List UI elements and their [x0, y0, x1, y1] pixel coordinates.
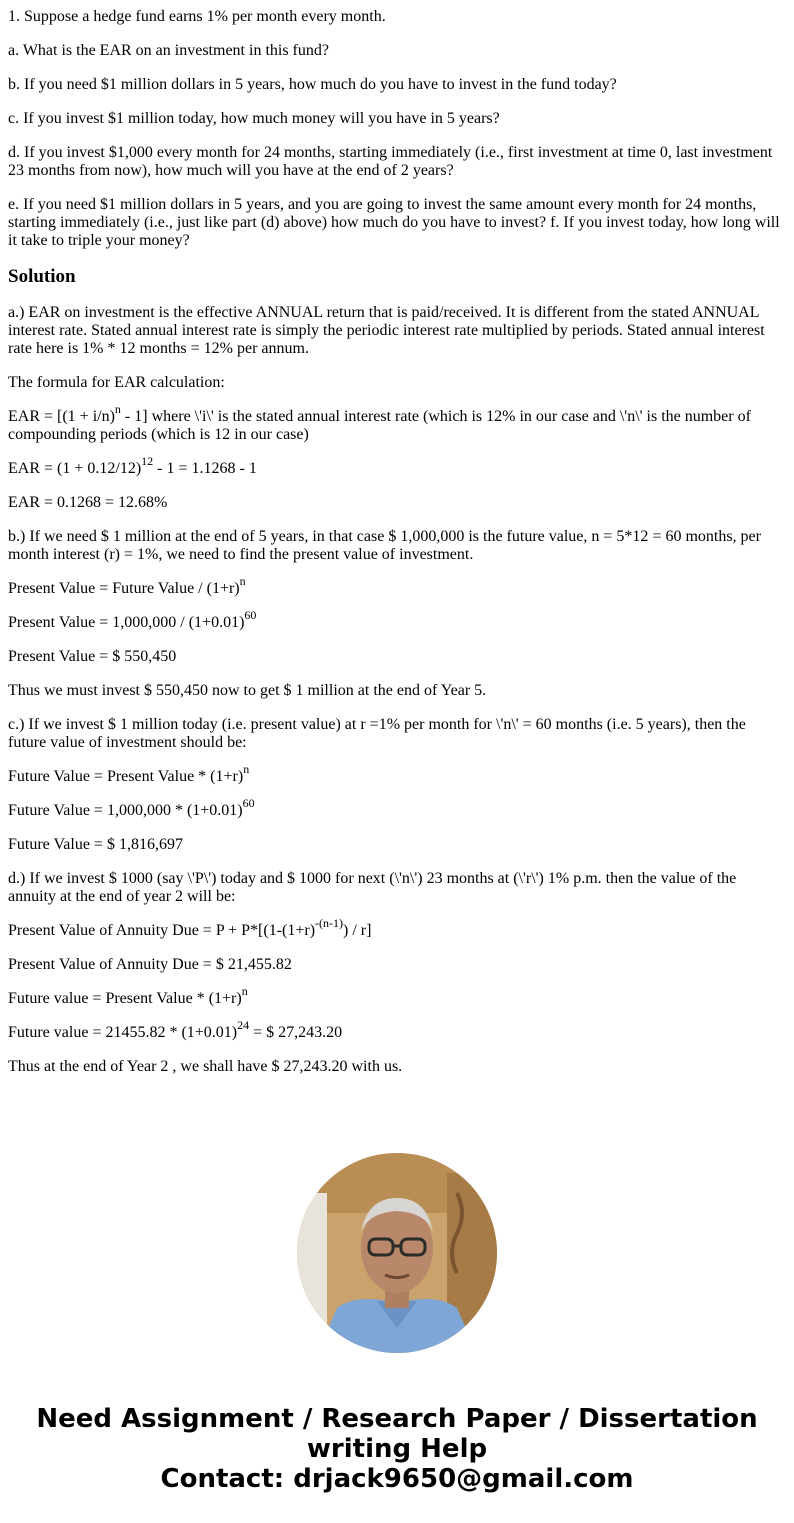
formula-intro: The formula for EAR calculation: — [8, 374, 225, 391]
solution-heading: Solution — [8, 266, 76, 287]
solution-a-text: a.) EAR on investment is the effective ANNUAL return that is paid/received. It is different from the stated ANNUAL interest rate. Stated annual interest rate is simply the periodic interest rate multiplied by periods. Stated annual interest rate here is 1% * 12 months = 12% per annum. — [8, 304, 765, 357]
d-conclusion: Thus at the end of Year 2 , we shall have $ 27,243.20 with us. — [8, 1058, 403, 1075]
question-e: e. If you need $1 million dollars in 5 years, and you are going to invest the same amount every month for 24 months, starting immediately (i.e., just like part (d) above) how much do you have to invest? f. If you invest today, how long will it take to triple your money? — [8, 196, 780, 249]
fv-formula: Future Value = Present Value * $(1+r)^n$ — [8, 761, 250, 785]
solution-c-text: c.) If we invest $ 1 million today (i.e. present value) at r =1% per month for \'n\' = 60 months (i.e. 5 years), then the future value of investment should be: — [8, 716, 746, 751]
b-conclusion: Thus we must invest $ 550,450 now to get $ 1 million at the end of Year 5. — [8, 682, 487, 699]
fv-result: Future Value = $ 1,816,697 — [8, 836, 183, 853]
ear-calc: EAR = $(1 + 0.12/12)^{12} - 1 = 1.1268 - 1$ — [8, 453, 257, 477]
pv-formula: Present Value = Future Value / $(1+r)^n$ — [8, 573, 246, 597]
footer-banner — [0, 1404, 794, 1494]
annuity-formula: Present Value of Annuity Due = $P + P*[(1-(1+r)^{-(n-1)}) / r]$ — [8, 915, 372, 939]
question-b: b. If you need $1 million dollars in 5 years, how much do you have to invest in the fund today? — [8, 76, 617, 93]
solution-d-text: d.) If we invest $ 1000 (say \'P\') today and $ 1000 for next (\'n\') 23 months at (\'r\') 1% p.m. then the value of the annuity at the end of year 2 will be: — [8, 870, 737, 905]
pv-result: Present Value = $ 550,450 — [8, 648, 177, 665]
author-photo — [297, 1153, 497, 1353]
footer-line1: Need Assignment / Research Paper / Dissertation — [36, 1404, 758, 1434]
ear-result: EAR = 0.1268 = 12.68% — [8, 494, 168, 511]
fv-calc: Future Value = $1,000,000 * (1+0.01)^{60}$ — [8, 795, 255, 819]
question-intro: 1. Suppose a hedge fund earns 1% per month every month. — [8, 8, 386, 25]
fv2-calc: Future value = $21455.82 * (1+0.01)^{24}$ = $ 27,243.20 — [8, 1017, 343, 1041]
fv2-formula: Future value = Present Value * $(1+r)^n$ — [8, 983, 248, 1007]
question-a: a. What is the EAR on an investment in this fund? — [8, 42, 329, 59]
footer-contact: Contact: drjack9650@gmail.com — [160, 1464, 634, 1494]
pv-calc: Present Value = $1,000,000 / (1+0.01)^{60}$ — [8, 607, 257, 631]
footer-line2: writing Help — [306, 1434, 488, 1464]
question-d: d. If you invest $1,000 every month for 24 months, starting immediately (i.e., first investment at time 0, last investment 23 months from now), how much will you have at the end of 2 years? — [8, 144, 773, 179]
question-c: c. If you invest $1 million today, how much money will you have in 5 years? — [8, 110, 500, 127]
annuity-result: Present Value of Annuity Due = $ 21,455.82 — [8, 956, 292, 973]
solution-b-text: b.) If we need $ 1 million at the end of 5 years, in that case $ 1,000,000 is the future value, n = 5*12 = 60 months, per month interest (r) = 1%, we need to find the present value of investment. — [8, 528, 761, 563]
avatar — [297, 1153, 497, 1353]
ear-formula: EAR = $[(1 + i/n)^n - 1]$ where \'i\' is the stated annual interest rate (which is 12% in our case and \'n\' is the number of compounding periods (which is 12 in our case) — [8, 401, 751, 443]
